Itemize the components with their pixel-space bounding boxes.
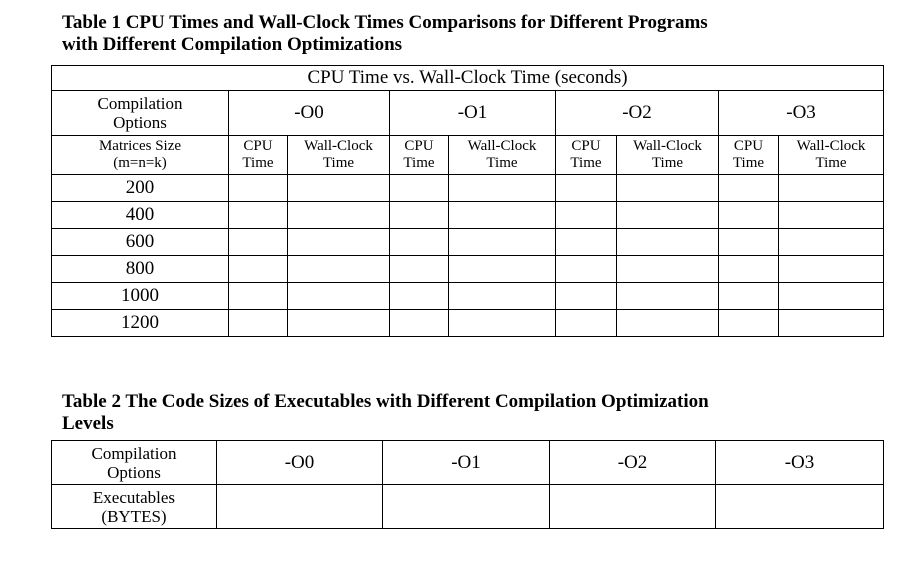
table1-options-label [52, 91, 229, 136]
cpu-wallclock-table [51, 65, 884, 337]
table1-cpu-header [229, 136, 288, 175]
empty-cell [229, 256, 288, 283]
table1-options-label-line1: Compilation [97, 94, 183, 113]
cpu-header-line1: CPU [404, 138, 434, 154]
table-row [52, 202, 884, 229]
table2-options-label-line1: Compilation [91, 443, 177, 463]
table2-option-o1: -O1 [383, 441, 550, 485]
table-row [52, 310, 884, 337]
table1-option-o0: -O0 [229, 91, 390, 136]
empty-cell [449, 283, 556, 310]
matrix-size-cell: 800 [52, 256, 229, 283]
empty-cell [449, 256, 556, 283]
wall-header-line1: Wall-Clock [796, 138, 866, 154]
table2-exe-label-line1: Executables [92, 487, 176, 507]
empty-cell [719, 310, 779, 337]
table2-caption-line2: Levels [62, 413, 114, 434]
empty-cell [288, 175, 390, 202]
table-row [52, 229, 884, 256]
table1-wall-header [288, 136, 390, 175]
empty-cell [779, 256, 884, 283]
table1-caption [62, 12, 882, 56]
wall-header-line1: Wall-Clock [467, 138, 537, 154]
cpu-header-line1: CPU [733, 138, 764, 154]
empty-cell [390, 175, 449, 202]
empty-cell [288, 202, 390, 229]
table-row [52, 485, 884, 529]
cpu-header-line2: Time [403, 155, 435, 171]
empty-cell [617, 283, 719, 310]
empty-cell [779, 310, 884, 337]
table1-caption-line2: with Different Compilation Optimizations [62, 34, 403, 55]
empty-cell [383, 485, 550, 529]
table1-span-title: CPU Time vs. Wall-Clock Time (seconds) [52, 66, 884, 91]
empty-cell [719, 175, 779, 202]
empty-cell [449, 202, 556, 229]
code-size-table [51, 440, 884, 529]
empty-cell [390, 310, 449, 337]
table-row [52, 175, 884, 202]
wall-header-line2: Time [322, 155, 355, 171]
cpu-header-line2: Time [570, 155, 602, 171]
empty-cell [556, 256, 617, 283]
matrix-size-cell: 1000 [52, 283, 229, 310]
empty-cell [556, 283, 617, 310]
table-row [52, 283, 884, 310]
empty-cell [556, 175, 617, 202]
empty-cell [229, 175, 288, 202]
table1-size-label-line2: (m=n=k) [113, 155, 167, 171]
empty-cell [617, 175, 719, 202]
empty-cell [229, 202, 288, 229]
empty-cell [617, 256, 719, 283]
empty-cell [288, 256, 390, 283]
table2-option-o3: -O3 [716, 441, 884, 485]
table1-caption-line1: Table 1 CPU Times and Wall-Clock Times Comparisons for Different Programs [62, 12, 708, 33]
empty-cell [556, 229, 617, 256]
table1-option-o2: -O2 [556, 91, 719, 136]
table1-wall-header [779, 136, 884, 175]
empty-cell [556, 310, 617, 337]
table2-executables-label [52, 485, 217, 529]
table-row [52, 256, 884, 283]
cpu-header-line1: CPU [243, 138, 273, 154]
empty-cell [617, 310, 719, 337]
table1-wall-header [449, 136, 556, 175]
empty-cell [288, 229, 390, 256]
table1-option-o3: -O3 [719, 91, 884, 136]
empty-cell [229, 310, 288, 337]
empty-cell [556, 202, 617, 229]
cpu-header-line2: Time [242, 155, 274, 171]
table2-caption [62, 391, 882, 435]
cpu-header-line2: Time [732, 155, 765, 171]
empty-cell [779, 202, 884, 229]
table2-option-o0: -O0 [217, 441, 383, 485]
empty-cell [288, 283, 390, 310]
empty-cell [217, 485, 383, 529]
matrix-size-cell: 200 [52, 175, 229, 202]
wall-header-line2: Time [486, 155, 518, 171]
table2-exe-label-line2: (BYTES) [101, 506, 167, 526]
empty-cell [779, 229, 884, 256]
table1-cpu-header [390, 136, 449, 175]
table2-options-label-line2: Options [107, 462, 161, 482]
empty-cell [229, 283, 288, 310]
empty-cell [390, 202, 449, 229]
wall-header-line1: Wall-Clock [304, 138, 373, 154]
empty-cell [390, 283, 449, 310]
empty-cell [779, 283, 884, 310]
wall-header-line2: Time [651, 155, 684, 171]
matrix-size-cell: 1200 [52, 310, 229, 337]
empty-cell [719, 229, 779, 256]
empty-cell [719, 256, 779, 283]
wall-header-line2: Time [815, 155, 847, 171]
empty-cell [390, 229, 449, 256]
table1-wall-header [617, 136, 719, 175]
matrix-size-cell: 400 [52, 202, 229, 229]
empty-cell [719, 202, 779, 229]
empty-cell [617, 202, 719, 229]
wall-header-line1: Wall-Clock [633, 138, 702, 154]
empty-cell [449, 310, 556, 337]
table2-caption-line1: Table 2 The Code Sizes of Executables with Different Compilation Optimization [62, 391, 709, 412]
table1-cpu-header [556, 136, 617, 175]
table1-size-label [52, 136, 229, 175]
table1-option-o1: -O1 [390, 91, 556, 136]
empty-cell [550, 485, 716, 529]
table1-size-label-line1: Matrices Size [98, 138, 182, 154]
empty-cell [449, 175, 556, 202]
table1-options-label-line2: Options [113, 113, 167, 132]
empty-cell [390, 256, 449, 283]
empty-cell [288, 310, 390, 337]
empty-cell [779, 175, 884, 202]
table2-options-label [52, 441, 217, 485]
empty-cell [449, 229, 556, 256]
table2-option-o2: -O2 [550, 441, 716, 485]
table1-cpu-header [719, 136, 779, 175]
empty-cell [229, 229, 288, 256]
empty-cell [617, 229, 719, 256]
empty-cell [719, 283, 779, 310]
matrix-size-cell: 600 [52, 229, 229, 256]
empty-cell [716, 485, 884, 529]
cpu-header-line1: CPU [571, 138, 601, 154]
